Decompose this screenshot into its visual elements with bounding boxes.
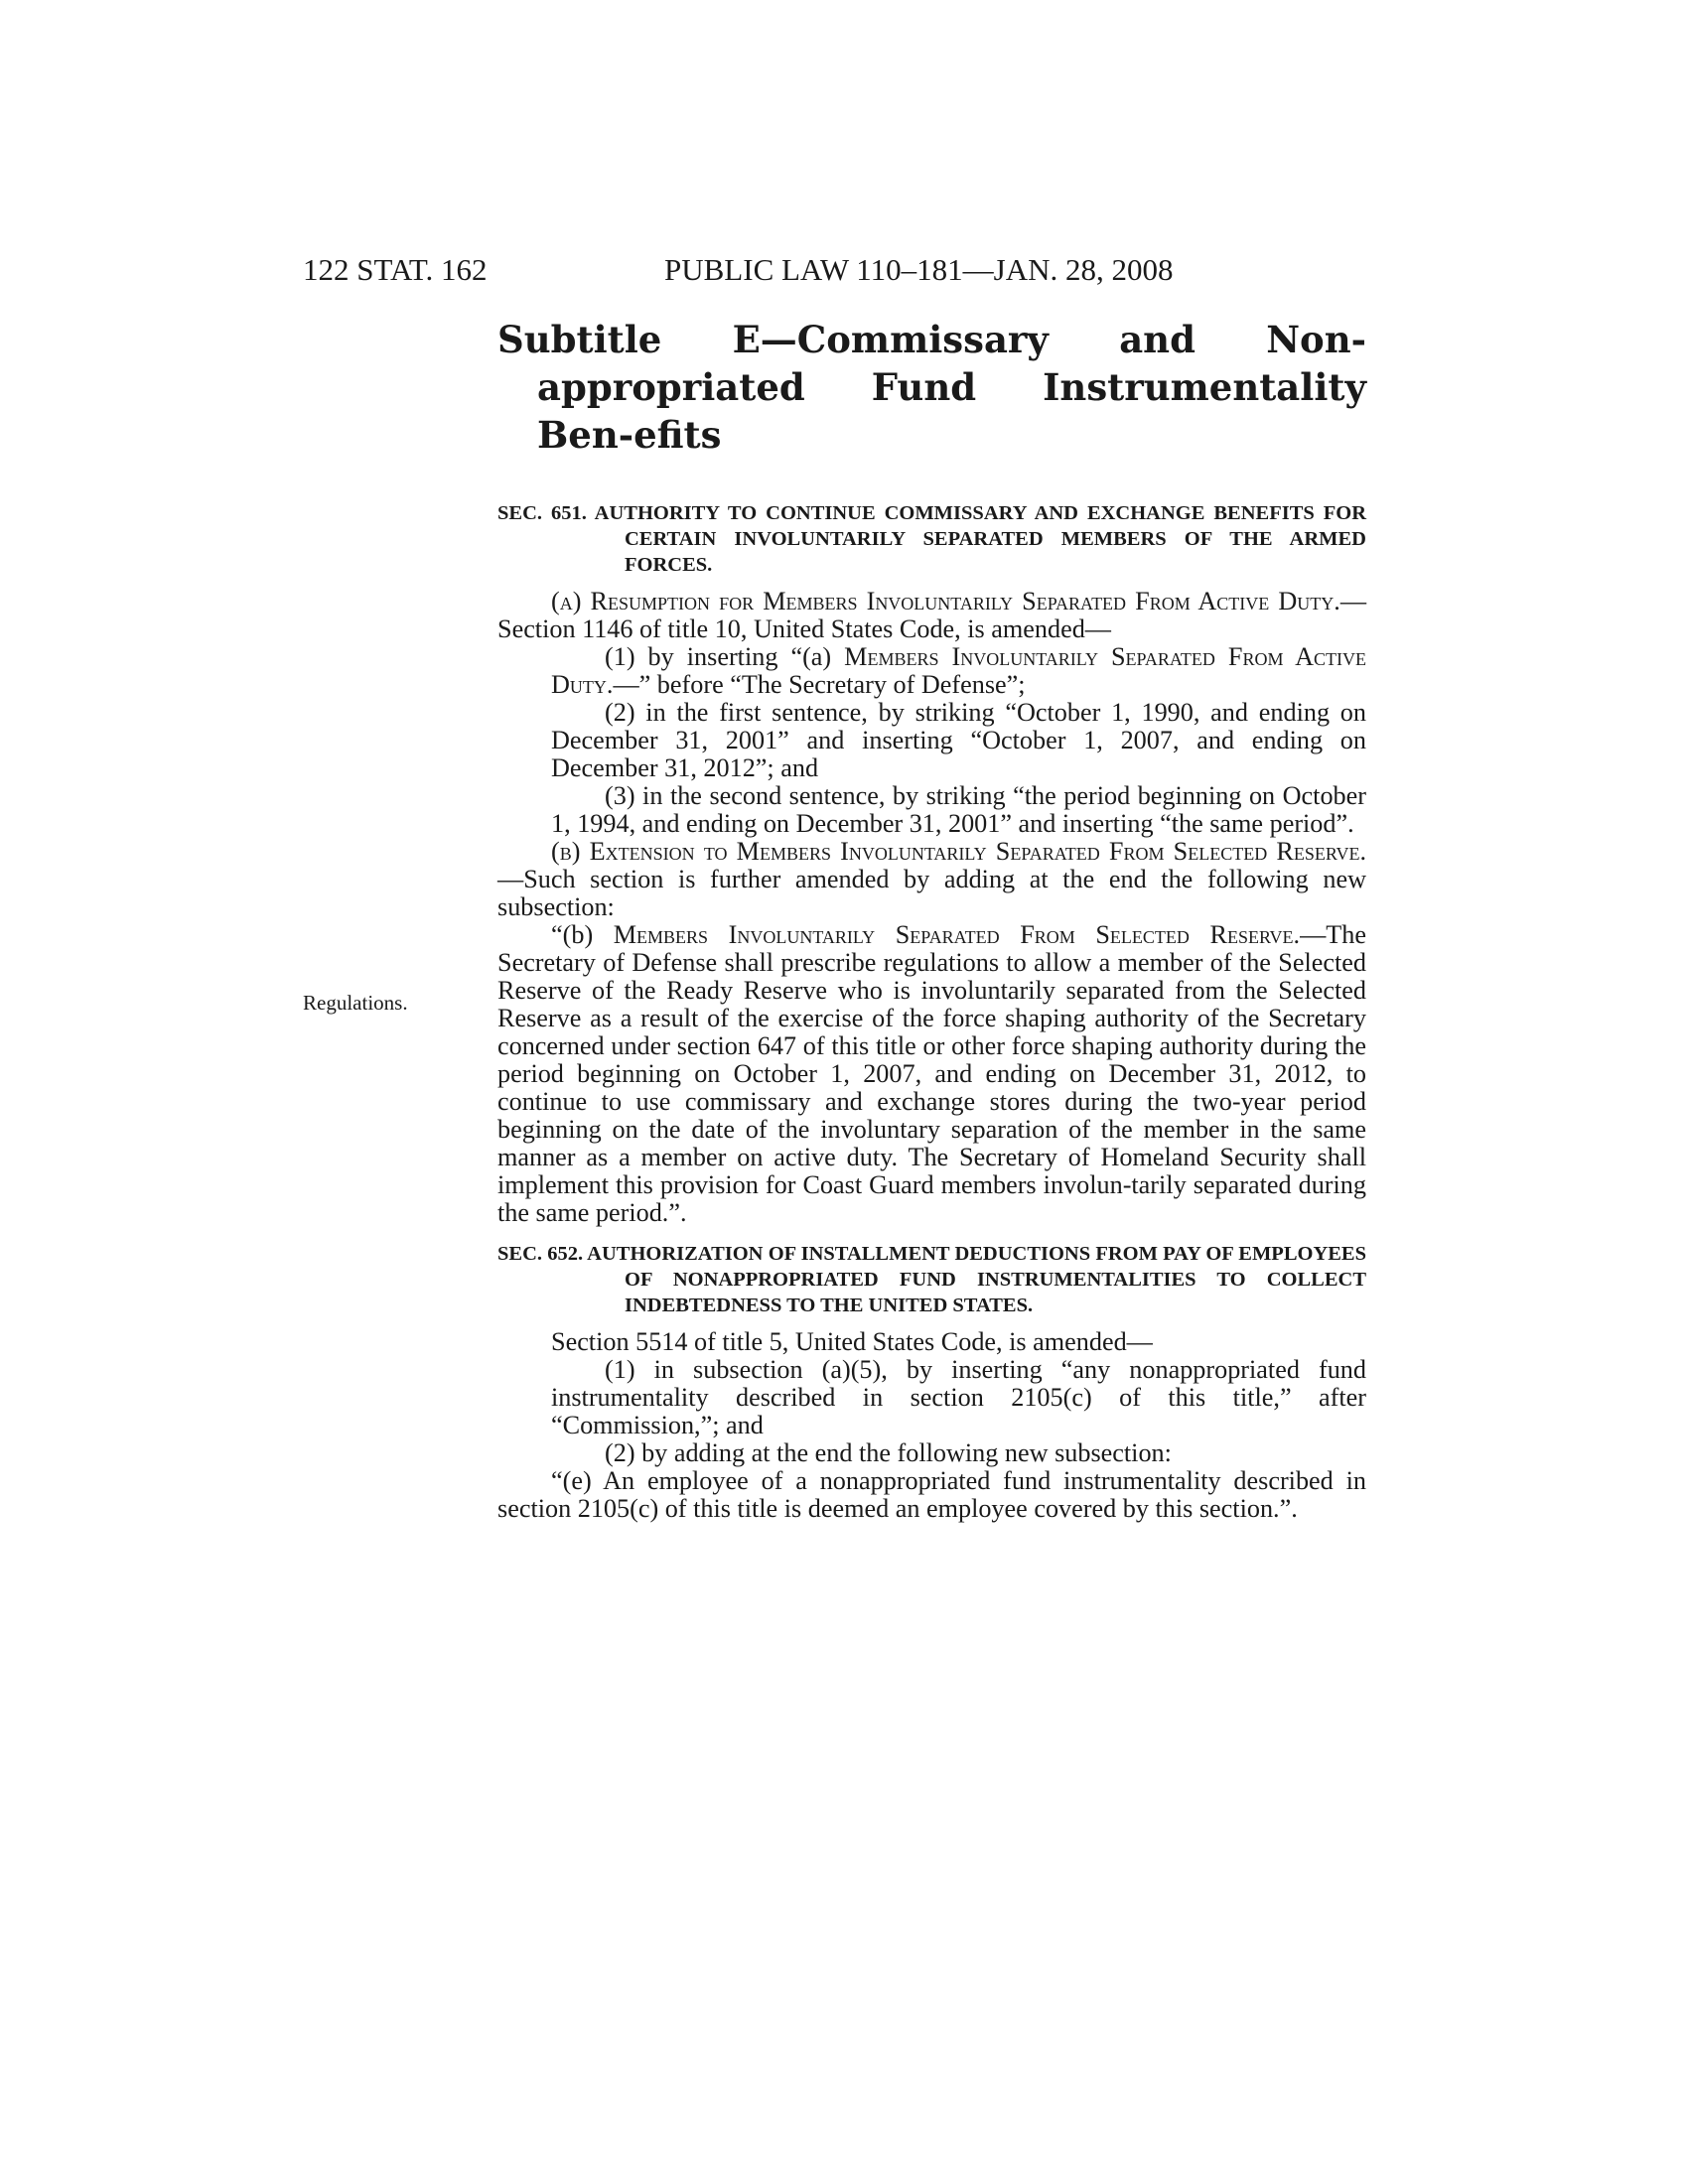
paragraph-a1-pre: (1) by inserting “(a) <box>605 642 845 671</box>
section-651-heading: SEC. 651. AUTHORITY TO CONTINUE COMMISSARY AND EXCHANGE BENEFITS FOR CERTAIN INVOLUNTARILY SEPARATED MEMBERS OF THE ARMED FORCES. <box>497 502 1366 576</box>
paragraph-a2: (2) in the first sentence, by striking “October 1, 1990, and ending on December 31, 2001” and inserting “October 1, 2007, and ending on December 31, 2012”; and <box>551 698 1366 782</box>
quoted-subsection-b <box>497 921 1366 1227</box>
subsection-b-text: —Such section is further amended by adding at the end the following new subsection: <box>497 865 1366 921</box>
subsection-a-text: —Section 1146 of title 10, United States Code, is amended— <box>497 587 1366 643</box>
stat-citation: 122 STAT. 162 <box>303 252 488 287</box>
quoted-b-pre: “(b) <box>551 920 614 949</box>
document-body <box>497 316 1366 1523</box>
subsection-a <box>497 588 1366 643</box>
paragraph-a3: (3) in the second sentence, by striking “the period beginning on October 1, 1994, and ending on December 31, 2001” and inserting “the same period”. <box>551 781 1366 838</box>
subsection-b <box>497 838 1366 921</box>
section-652-intro: Section 5514 of title 5, United States Code, is amended— <box>551 1327 1153 1356</box>
section-652-paragraph-1: (1) in subsection (a)(5), by inserting “any nonappropriated fund instrumentality described in section 2105(c) of this title,” after “Commission,”; and <box>551 1355 1366 1439</box>
quoted-b-text: —The Secretary of Defense shall prescribe regulations to allow a member of the Selected Reserve of the Ready Reserve who is involuntarily separated from the Selected Reserve as a result of the exercise of the force shaping authority of the Secretary concerned under section 647 of this title or other force shaping authority during the period beginning on October 1, 2007, and ending on December 31, 2012, to continue to use commissary and exchange stores during the two-year period beginning on the date of the involuntary separation of the member in the same manner as a member on active duty. The Secretary of Homeland Security shall implement this provision for Coast Guard members involun-tarily separated during the same period.”. <box>497 920 1366 1227</box>
paragraph-a1-post: —” before “The Secretary of Defense”; <box>613 670 1026 699</box>
section-652-paragraph-2: (2) by adding at the end the following new subsection: <box>605 1438 1172 1467</box>
public-law-citation: PUBLIC LAW 110–181—JAN. 28, 2008 <box>664 252 1174 287</box>
paragraph-a1 <box>497 643 1366 699</box>
page-header <box>303 250 1221 290</box>
section-652-quoted-e: “(e) An employee of a nonappropriated fund instrumentality described in section 2105(c) of this title is deemed an employee covered by this section.”. <box>497 1466 1366 1523</box>
section-652-heading: SEC. 652. AUTHORIZATION OF INSTALLMENT DEDUCTIONS FROM PAY OF EMPLOYEES OF NONAPPROPRIATED FUND INSTRUMENTALITIES TO COLLECT INDEBTEDNESS TO THE UNITED STATES. <box>497 1243 1366 1316</box>
margin-note-regulations: Regulations. <box>303 991 408 1015</box>
quoted-b-caps: Members Involuntarily Separated From Selected Reserve. <box>613 920 1301 949</box>
subsection-a-heading: (a) Resumption for Members Involuntarily Separated From Active Duty. <box>551 587 1340 615</box>
subtitle-heading: Subtitle E—Commissary and Non-appropriated Fund Instrumentality Ben-efits <box>497 318 1366 457</box>
paragraph-a1-caps: Members Involuntarily Separated From Active Duty. <box>551 642 1366 699</box>
subsection-b-heading: (b) Extension to Members Involuntarily Separated From Selected Reserve. <box>551 837 1366 866</box>
